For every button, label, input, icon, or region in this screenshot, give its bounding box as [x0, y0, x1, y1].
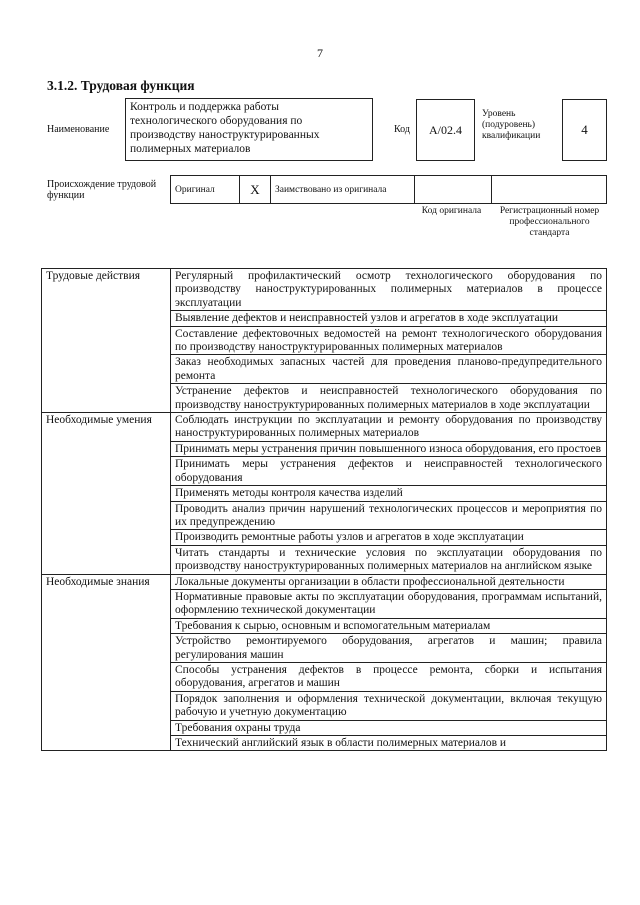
- code-label: Код: [394, 124, 410, 135]
- code-original-label: Код оригинала: [421, 206, 482, 216]
- item-cell: Применять методы контроля качества изделий: [171, 486, 607, 501]
- origin-borrowed-cell: Заимствовано из оригинала: [271, 176, 415, 204]
- item-cell: Требования к сырью, основным и вспомогательным материалам: [171, 618, 607, 633]
- origin-reg-number-cell: [492, 176, 607, 204]
- page-number: 7: [317, 46, 323, 60]
- origin-original-cell: Оригинал: [171, 176, 240, 204]
- name-label: Наименование: [47, 124, 110, 135]
- table-row: [42, 269, 607, 311]
- function-table: [41, 268, 607, 751]
- qualification-level-box: 4: [562, 99, 607, 161]
- function-name-box: Контроль и поддержка работы технологического оборудования по производству наноструктурированных полимерных материалов: [125, 98, 373, 161]
- item-cell: Локальные документы организации в области профессиональной деятельности: [171, 574, 607, 589]
- item-cell: Принимать меры устранения дефектов и неисправностей технологического оборудования: [171, 457, 607, 486]
- item-cell: Читать стандарты и технические условия по эксплуатации оборудования по производству наноструктурированных полимерных материалов на английском языке: [171, 545, 607, 574]
- origin-table: [170, 175, 607, 204]
- item-cell: Производить ремонтные работы узлов и агрегатов в ходе эксплуатации: [171, 530, 607, 545]
- origin-mark-cell: X: [240, 176, 271, 204]
- origin-label: Происхождение трудовой функции: [47, 179, 157, 201]
- table-row: [42, 413, 607, 442]
- category-cell: Необходимые знания: [42, 574, 171, 751]
- table-row: [42, 574, 607, 589]
- section-title: 3.1.2. Трудовая функция: [47, 78, 195, 93]
- item-cell: Соблюдать инструкции по эксплуатации и ремонту оборудования по производству наноструктурированных полимерных материалов: [171, 413, 607, 442]
- item-cell: Порядок заполнения и оформления технической документации, включая текущую рабочую и учетную документацию: [171, 691, 607, 720]
- level-label: Уровень (подуровень) квалификации: [482, 109, 541, 141]
- item-cell: Устройство ремонтируемого оборудования, агрегатов и машин; правила регулирования машин: [171, 634, 607, 663]
- item-cell: Способы устранения дефектов в процессе ремонта, сборки и испытания оборудования, агрегатов и машин: [171, 662, 607, 691]
- item-cell: Нормативные правовые акты по эксплуатации оборудования, программам испытаний, оформлению технической документации: [171, 589, 607, 618]
- origin-code-cell: [415, 176, 492, 204]
- category-cell: Трудовые действия: [42, 269, 171, 413]
- reg-number-label: Регистрационный номер профессионального стандарта: [499, 206, 600, 238]
- item-cell: Выявление дефектов и неисправностей узлов и агрегатов в ходе эксплуатации: [171, 311, 607, 326]
- item-cell: Требования охраны труда: [171, 720, 607, 735]
- item-cell: Проводить анализ причин нарушений технологических процессов и мероприятия по их предупреждению: [171, 501, 607, 530]
- item-cell: Регулярный профилактический осмотр технологического оборудования по производству наноструктурированных полимерных материалов в процессе эксплуатации: [171, 269, 607, 311]
- item-cell: Технический английский язык в области полимерных материалов и: [171, 736, 607, 751]
- item-cell: Заказ необходимых запасных частей для проведения планово-предупредительного ремонта: [171, 355, 607, 384]
- item-cell: Устранение дефектов и неисправностей технологического оборудования по производству наноструктурированных полимерных материалов в ходе эксплуатации: [171, 384, 607, 413]
- item-cell: Принимать меры устранения причин повышенного износа оборудования, его простоев: [171, 441, 607, 456]
- category-cell: Необходимые умения: [42, 413, 171, 574]
- function-code-box: А/02.4: [416, 99, 475, 161]
- item-cell: Составление дефектовочных ведомостей на ремонт технологического оборудования по производству наноструктурированных полимерных материалов: [171, 326, 607, 355]
